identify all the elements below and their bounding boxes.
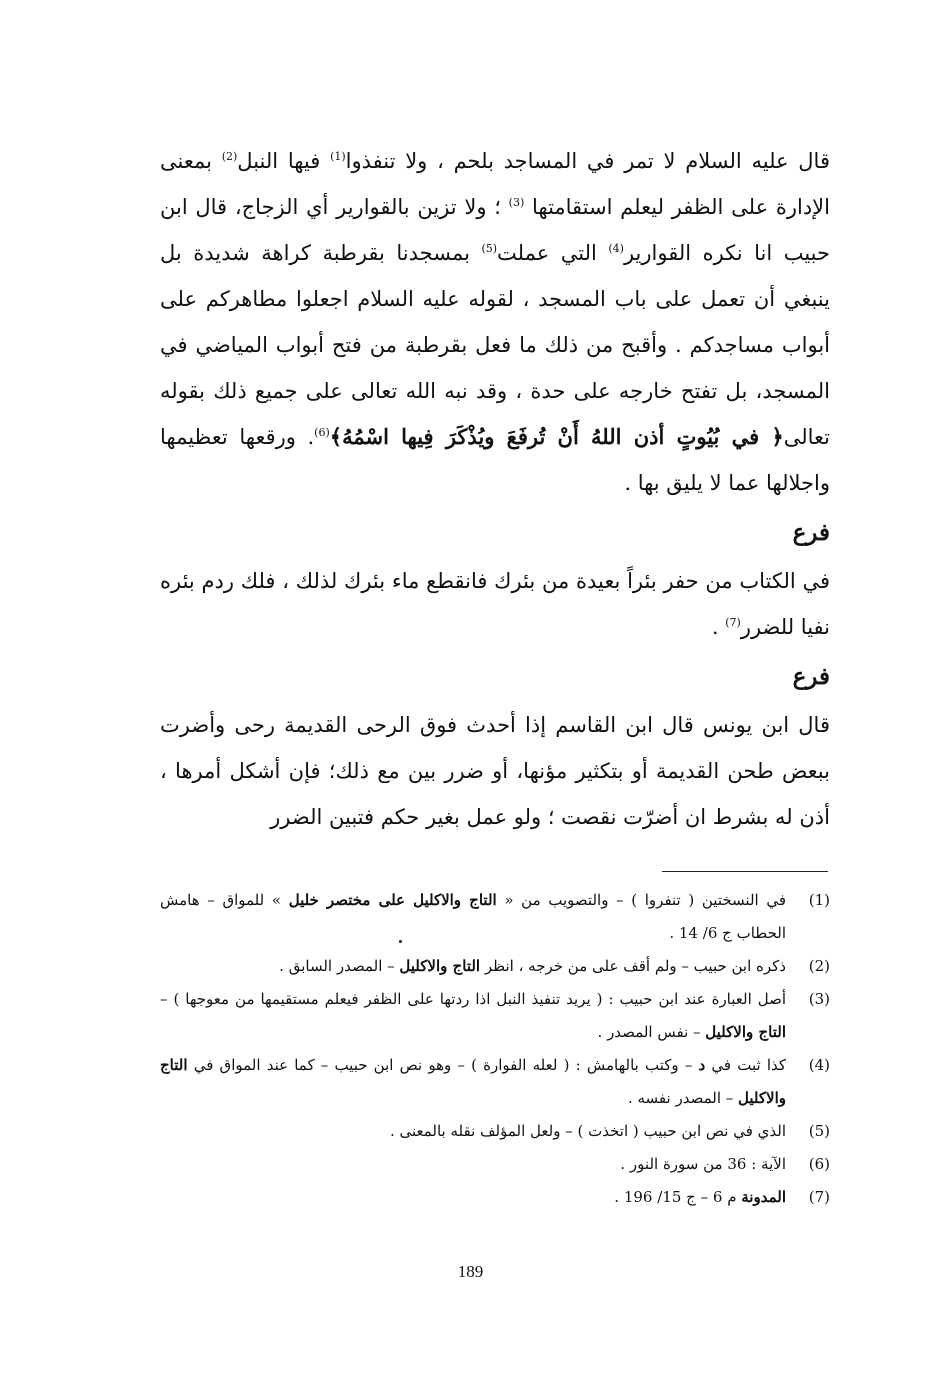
footnotes-list [160,884,830,1214]
footnote-text-run: م 6 – ج 15/ 196 . [614,1188,742,1206]
paragraph-1 [160,138,830,506]
footnote-text [160,950,786,983]
footnote-source-title: التاج والاكليل [399,957,481,975]
footnote-text-run: – وكتب بالهامش : ( لعله الفوارة ) – وهو نص ابن حبيب – كما عند المواق في [187,1056,699,1074]
footnote-ref-7[interactable]: (7) [725,616,741,629]
footnote-number: (4) [808,1056,830,1074]
section-heading-1: فرع [792,519,830,546]
text-run: فيها النبل [237,149,331,173]
quran-verse: ﴿ في بُيُوتٍ أذن اللهُ أَنْ تُرفَعَ ويُذْكَرَ فِيها اسْمُهُ﴾ [329,424,784,449]
footnote-item [160,983,830,1049]
footnote-source-title: المدونة [741,1188,786,1206]
footnote-ref-6[interactable]: (6) [314,426,330,439]
footnote-item [160,950,830,983]
text-run: . ورقعها تعظيمها واجلالها عما لا يليق بها . [160,425,830,495]
footnote-number: (7) [808,1188,830,1206]
footnote-text [160,884,786,950]
footnote-text-run: ذكره ابن حبيب – ولم أقف على من خرجه ، انظر [480,957,786,975]
page-number: 189 [457,1262,484,1281]
footnote-number: (3) [808,990,830,1008]
text-run: بمعنى الإدارة على الظفر ليعلم استقامتها [160,149,830,219]
footnote-ref-3[interactable]: (3) [508,196,525,209]
text-run: التي عملت [497,241,609,265]
text-run: في الكتاب من حفر بئراً بعيدة من بئرك فانقطع ماء بئرك لذلك ، فلك ردم بئره نفيا للضرر [160,569,830,639]
footnote-text-run: – المصدر السابق . [279,957,400,975]
footnote-text [160,983,786,1049]
paragraph-3 [160,702,830,840]
footnote-text-run: الذي في نص ابن حبيب ( اتخذت ) – ولعل المؤلف نقله بالمعنى . [389,1122,786,1140]
footnote-text [160,1049,786,1115]
footnote-text-run: – المصدر نفسه . [627,1089,739,1107]
footnote-ref-1[interactable]: (1) [330,150,346,163]
footnote-source-title: التاج والاكليل [160,1056,786,1107]
footnote-ref-4[interactable]: (4) [608,242,624,255]
footnote-item [160,1049,830,1115]
footnote-number: (2) [808,957,830,975]
text-run: بمسجدنا بقرطبة كراهة شديدة بل ينبغي أن تعمل على باب المسجد ، لقوله عليه السلام اجعلوا مطاهركم على أبواب مساجدكم . وأقبح من ذلك ما فعل بقرطبة من فتح أبواب المياضي في المسجد، بل تفتح خارجه على حدة ، وقد نبه الله تعالى على جميع ذلك بقوله تعالى [160,241,830,449]
footnote-source-title: د [698,1056,706,1074]
footnote-separator [662,871,828,872]
footnote-number: (6) [808,1155,830,1173]
footnote-item [160,884,830,950]
footnote-text [160,1115,786,1148]
main-text [160,138,830,840]
text-run: ؛ ولا تزين بالقوارير أي الزجاج، قال ابن حبيب انا نكره القوارير [160,195,830,265]
footnote-item [160,1181,830,1214]
footnote-ref-2[interactable]: (2) [221,150,238,163]
paragraph-2 [160,558,830,650]
footnote-text-run: » للمواق – هامش الحطاب ج 6/ 14 . [160,891,786,942]
footnote-source-title: التاج والاكليل [705,1023,786,1041]
footnote-text-run: في النسختين ( تنفروا ) – والتصويب من « [496,891,787,909]
footnote-number: (1) [808,891,830,909]
text-run: قال عليه السلام لا تمر في المساجد بلحم ، ولا تنفذوا [345,149,830,173]
footnote-text [160,1148,786,1181]
footnote-text-run: كذا ثبت في [705,1056,786,1074]
footnote-text [160,1181,786,1214]
footnote-text-run: – نفس المصدر . [597,1023,706,1041]
footnote-text-run: أصل العبارة عند ابن حبيب : ( يريد تنفيذ النبل اذا ردتها على الظفر فيعلم مستقيمها من معوجها ) – [160,990,786,1008]
section-heading-2: فرع [792,663,830,690]
text-run: . [711,615,726,639]
text-run: قال ابن يونس قال ابن القاسم إذا أحدث فوق الرحى القديمة رحى وأضرت ببعض طحن القديمة أو بتكثير مؤنها، أو ضرر بين مع ذلك؛ فإن أشكل أمرها ، أذن له بشرط ان أضرّت نقصت ؛ ولو عمل بغير حكم فتبين الضرر [160,713,830,829]
footnote-number: (5) [808,1122,830,1140]
footnote-ref-5[interactable]: (5) [481,242,498,255]
footnote-text-run: الآية : 36 من سورة النور . [620,1155,786,1173]
footnote-item [160,1115,830,1148]
footnote-item [160,1148,830,1181]
footnote-source-title: التاج والاكليل على مختصر خليل [288,891,497,909]
